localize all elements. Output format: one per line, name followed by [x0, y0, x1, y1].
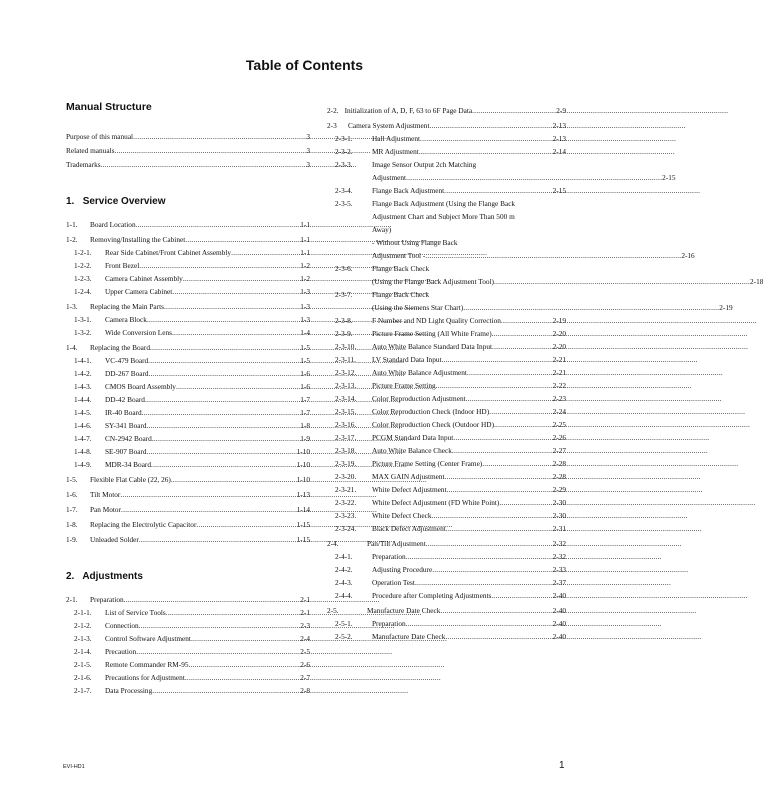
toc-entry-2-1-1[interactable]: 2-1-1. List of Service Tools . . . 2-1 — [74, 608, 310, 618]
toc-entry-2-4-1[interactable]: 2-4-1. Preparation . . . 2-32 — [335, 552, 566, 562]
toc-entry-2-4-3[interactable]: 2-4-3. Operation Test . . . 2-37 — [335, 578, 566, 588]
toc-entry-2-3-12[interactable]: 2-3-12. Auto White Balance Adjustment . . . 2-21 — [335, 368, 566, 378]
toc-entry-2-4-2[interactable]: 2-4-2. Adjusting Procedure . . . 2-33 — [335, 565, 566, 575]
toc-entry-manual-2[interactable]: Trademarks . . . 3 — [66, 160, 310, 170]
toc-entry-1-3-2[interactable]: 1-3-2. Wide Conversion Lens . . . 1-4 — [74, 328, 310, 338]
toc-entry-1-2-3[interactable]: 1-2-3. Camera Cabinet Assembly . . . 1-2 — [74, 274, 310, 284]
toc-entry-1-4-7[interactable]: 1-4-7. CN-2942 Board . . . 1-9 — [74, 434, 310, 444]
toc-entry-2-3-20[interactable]: 2-3-20. MAX GAIN Adjustment . . . 2-28 — [335, 472, 566, 482]
toc-entry-2-5-1[interactable]: 2-5-1. Preparation . . . 2-40 — [335, 619, 566, 629]
footer-page-number: 1 — [559, 760, 565, 771]
toc-entry-manual-1[interactable]: Related manuals . . . 3 — [66, 146, 310, 156]
toc-entry-1-1[interactable]: 1-1. Board Location . . . 1-1 — [66, 220, 310, 230]
toc-entry-1-2-4[interactable]: 1-2-4. Upper Camera Cabinet . . . 1-3 — [74, 287, 310, 297]
toc-entry-2-3-22[interactable]: 2-3-22. White Defect Adjustment (FD White Point) . . . 2-30 — [335, 498, 566, 508]
toc-entry-2-3-9[interactable]: 2-3-9. Picture Frame Setting (All White Frame) . . . 2-20 — [335, 329, 566, 339]
toc-entry-1-2-1[interactable]: 1-2-1. Rear Side Cabinet/Front Cabinet Assembly . . . 1-1 — [74, 248, 310, 258]
toc-entry-2-3-19[interactable]: 2-3-19. Picture Frame Setting (Center Frame) . . . 2-28 — [335, 459, 566, 469]
toc-entry-2-1-7[interactable]: 2-1-7. Data Processing . . . 2-8 — [74, 686, 310, 696]
adjustments-list — [66, 595, 310, 696]
toc-entry-2-1-5[interactable]: 2-1-5. Remote Commander RM-95 . . . 2-6 — [74, 660, 310, 670]
toc-entry-2-4[interactable]: 2-4. Pan/Tilt Adjustment . . . 2-32 — [327, 539, 566, 549]
toc-entry-1-8[interactable]: 1-8. Replacing the Electrolytic Capacitor . . . 1-15 — [66, 520, 310, 530]
toc-entry-1-6[interactable]: 1-6. Tilt Motor . . . 1-13 — [66, 490, 310, 500]
toc-entry-2-3-2[interactable]: 2-3-2. MR Adjustment . . . 2-14 — [335, 147, 566, 157]
footer-model-number: EVI-HD1 — [63, 764, 85, 770]
toc-entry-2-3-18[interactable]: 2-3-18. Auto White Balance Check . . . 2-27 — [335, 446, 566, 456]
toc-entry-1-2[interactable]: 1-2. Removing/Installing the Cabinet . . . 1-1 — [66, 235, 310, 245]
toc-entry-1-3[interactable]: 1-3. Replacing the Main Parts . . . 1-3 — [66, 302, 310, 312]
toc-entry-2-3-1[interactable]: 2-3-1. Hall Adjustment . . . 2-13 — [335, 134, 566, 144]
manual-structure-heading: Manual Structure — [66, 101, 152, 113]
manual-structure-list — [66, 132, 310, 170]
toc-entry-2-4-4[interactable]: 2-4-4. Procedure after Completing Adjustments . . . 2-40 — [335, 591, 566, 601]
page-title: Table of Contents — [245, 57, 364, 73]
toc-entry-2-2[interactable]: 2-2. Initialization of A, D, F, 63 to 6F Page Data . . . 2-9 — [327, 106, 566, 116]
toc-entry-2-3-6[interactable]: 2-3-6. Flange Back Check (Using the Flange Back Adjustment Tool) . . . 2-18 — [335, 264, 566, 287]
toc-entry-2-1-4[interactable]: 2-1-4. Precaution . . . 2-5 — [74, 647, 310, 657]
toc-entry-2-3-15[interactable]: 2-3-15. Color Reproduction Check (Indoor HD) . . . 2-24 — [335, 407, 566, 417]
toc-entry-1-4-2[interactable]: 1-4-2. DD-267 Board . . . 1-6 — [74, 369, 310, 379]
toc-entry-2-1-2[interactable]: 2-1-2. Connection . . . 2-3 — [74, 621, 310, 631]
toc-entry-2-3-24[interactable]: 2-3-24. Black Defect Adjustment . . . 2-31 — [335, 524, 566, 534]
toc-left-column — [66, 101, 310, 696]
toc-entry-1-4-6[interactable]: 1-4-6. SY-341 Board . . . 1-8 — [74, 421, 310, 431]
toc-entry-2-3-7[interactable]: 2-3-7. Flange Back Check (Using the Siemens Star Chart) . . . 2-19 — [335, 290, 566, 313]
toc-entry-2-3-11[interactable]: 2-3-11. LV Standard Data Input . . . 2-21 — [335, 355, 566, 365]
toc-entry-2-3-4[interactable]: 2-3-4. Flange Back Adjustment . . . 2-15 — [335, 186, 566, 196]
toc-entry-2-1-3[interactable]: 2-1-3. Control Software Adjustment . . . 2-4 — [74, 634, 310, 644]
toc-entry-2-3-17[interactable]: 2-3-17. PCGM Standard Data Input . . . 2-26 — [335, 433, 566, 443]
toc-entry-1-4-9[interactable]: 1-4-9. MDR-34 Board . . . 1-10 — [74, 460, 310, 470]
toc-entry-1-4[interactable]: 1-4. Replacing the Board . . . 1-5 — [66, 343, 310, 353]
toc-entry-1-9[interactable]: 1-9. Unleaded Solder . . . 1-15 — [66, 535, 310, 545]
toc-entry-2-3-5[interactable]: 2-3-5. Flange Back Adjustment (Using the Flange Back Adjustment Chart and Subject More Than 500 m Away) - Without Using Flange Back Adjustment Tool - . . . 2-16 — [335, 199, 566, 261]
toc-entry-1-3-1[interactable]: 1-3-1. Camera Block . . . 1-3 — [74, 315, 310, 325]
toc-entry-2-3-13[interactable]: 2-3-13. Picture Frame Setting . . . 2-22 — [335, 381, 566, 391]
toc-right-column — [327, 106, 763, 642]
toc-entry-1-4-4[interactable]: 1-4-4. DD-42 Board . . . 1-7 — [74, 395, 310, 405]
toc-entry-1-4-3[interactable]: 1-4-3. CMOS Board Assembly . . . 1-6 — [74, 382, 310, 392]
toc-entry-2-1-6[interactable]: 2-1-6. Precautions for Adjustment . . . 2-7 — [74, 673, 310, 683]
toc-entry-2-3-23[interactable]: 2-3-23. White Defect Check . . . 2-30 — [335, 511, 566, 521]
adjustments-heading: 2. Adjustments — [66, 571, 143, 582]
toc-entry-1-4-8[interactable]: 1-4-8. SE-907 Board . . . 1-10 — [74, 447, 310, 457]
toc-entry-manual-0[interactable]: Purpose of this manual . . . 3 — [66, 132, 310, 142]
toc-right-list — [327, 316, 566, 642]
toc-entry-2-5-2[interactable]: 2-5-2. Manufacture Date Check . . . 2-40 — [335, 632, 566, 642]
toc-entry-2-3-14[interactable]: 2-3-14. Color Reproduction Adjustment . . . 2-23 — [335, 394, 566, 404]
toc-entry-2-3-8[interactable]: 2-3-8. F Number and ND Light Quality Correction . . . 2-19 — [335, 316, 566, 326]
toc-entry-1-7[interactable]: 1-7. Pan Motor . . . 1-14 — [66, 505, 310, 515]
toc-entry-2-3-3[interactable]: 2-3-3. Image Sensor Output 2ch Matching Adjustment . . . 2-15 — [335, 160, 566, 183]
toc-entry-1-4-1[interactable]: 1-4-1. VC-479 Board . . . 1-5 — [74, 356, 310, 366]
toc-entry-2-3[interactable]: 2-3 Camera System Adjustment . . . 2-13 — [327, 121, 566, 131]
toc-entry-1-5[interactable]: 1-5. Flexible Flat Cable (22, 26) . . . 1-10 — [66, 475, 310, 485]
toc-entry-2-5[interactable]: 2-5. Manufacture Date Check . . . 2-40 — [327, 606, 566, 616]
toc-entry-2-3-10[interactable]: 2-3-10. Auto White Balance Standard Data Input . . . 2-20 — [335, 342, 566, 352]
toc-entry-2-3-16[interactable]: 2-3-16. Color Reproduction Check (Outdoor HD) . . . 2-25 — [335, 420, 566, 430]
toc-entry-2-3-21[interactable]: 2-3-21. White Defect Adjustment . . . 2-29 — [335, 485, 566, 495]
service-overview-heading: 1. Service Overview — [66, 196, 166, 207]
toc-entry-1-4-5[interactable]: 1-4-5. IR-40 Board . . . 1-7 — [74, 408, 310, 418]
service-overview-list — [66, 220, 310, 545]
toc-entry-2-1[interactable]: 2-1. Preparation . . . 2-1 — [66, 595, 310, 605]
toc-entry-1-2-2[interactable]: 1-2-2. Front Bezel . . . 1-2 — [74, 261, 310, 271]
